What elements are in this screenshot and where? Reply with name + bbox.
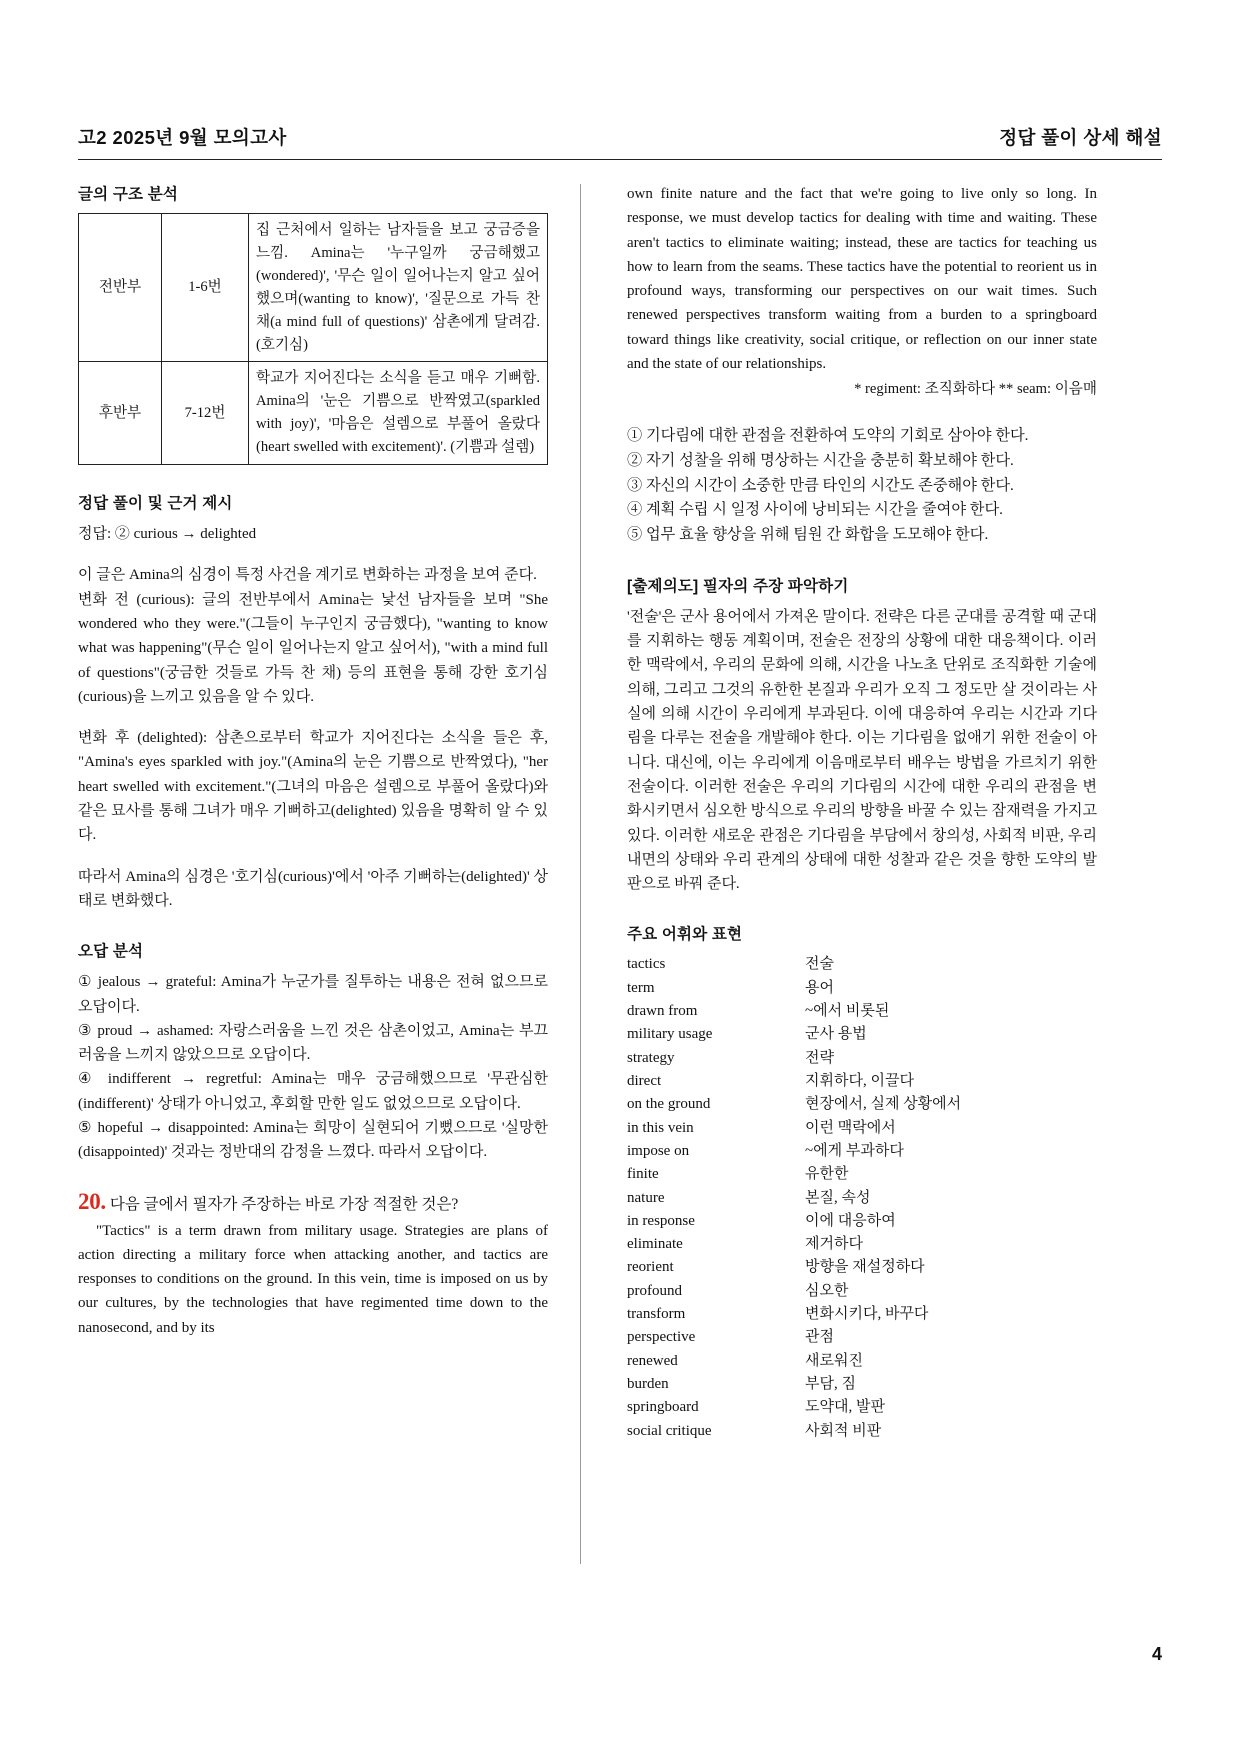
wrong-answer-item: ① jealous → grateful: Amina가 누군가를 질투하는 내용은 전혀 없으므로 오답이다.: [78, 974, 548, 1015]
conclusion-paragraph: 따라서 Amina의 심경은 '호기심(curious)'에서 '아주 기뻐하는(delighted)' 상태로 변화했다.: [78, 868, 548, 909]
vocabulary-term: strategy: [627, 1049, 675, 1066]
passage-text-part1: "Tactics" is a term drawn from military usage. Strategies are plans of action directing a military force when attacking another, and tactics are responses to conditions on the ground. In this vein, time is imposed on us by our cultures, by the technologies that have regimented time down to the nanosecond, and by its: [78, 1222, 548, 1336]
vocabulary-meaning: 도약대, 발판: [805, 1399, 885, 1416]
vocabulary-term: finite: [627, 1166, 659, 1183]
vocabulary-row: [627, 1210, 1097, 1233]
column-divider: [580, 184, 581, 1564]
before-change-paragraph: 변화 전 (curious): 글의 전반부에서 Amina는 낯선 남자들을 보며 "She wondered who they were."(그들이 누구인지 궁금했다), "wanting to know what was happening"(무슨 일이 일어나는지 알고 싶어서), "with a mind full of questions"(궁금한 것들로 가득 찬 채) 등의 표현을 통해 강한 호기심(curious)을 느끼고 있음을 알 수 있다.: [78, 591, 548, 705]
question-number: 20.: [78, 1188, 106, 1214]
vocabulary-term: tactics: [627, 956, 666, 973]
vocabulary-meaning: 유한한: [805, 1166, 849, 1183]
answer-choice-4[interactable]: ④ 계획 수립 시 일정 사이에 낭비되는 시간을 줄여야 한다.: [627, 501, 1003, 519]
vocabulary-row: [627, 1047, 1097, 1070]
answer-choice-1[interactable]: ① 기다림에 대한 관점을 전환하여 도약의 기회로 삼아야 한다.: [627, 427, 1029, 445]
vocabulary-row: [627, 1187, 1097, 1210]
vocabulary-term: eliminate: [627, 1236, 683, 1253]
wrong-answer-heading: 오답 분석: [78, 943, 144, 961]
vocabulary-meaning: 새로워진: [805, 1352, 863, 1369]
vocabulary-meaning: 이에 대응하여: [805, 1212, 896, 1229]
passage-text-part2: own finite nature and the fact that we're going to live only so long. In response, we must develop tactics for dealing with time and waiting. These aren't tactics to eliminate waiting; instead, these are tactics for teaching us how to learn from the seams. These tactics have the potential to reorient us in profound ways, transforming our perspectives on our wait times. Such renewed perspectives transform waiting from a burden to a springboard toward things like creativity, social critique, or reflection on our inner state and the state of our relationships.: [627, 186, 1097, 373]
vocabulary-term: in response: [627, 1212, 695, 1229]
structure-analysis-table: [78, 213, 548, 465]
vocabulary-meaning: 지휘하다, 이끌다: [805, 1072, 914, 1089]
vocabulary-row: [627, 1117, 1097, 1140]
vocabulary-meaning: ~에게 부과하다: [805, 1142, 904, 1159]
vocabulary-meaning: 사회적 비판: [805, 1422, 882, 1439]
vocabulary-term: renewed: [627, 1352, 678, 1369]
vocabulary-row: [627, 1256, 1097, 1279]
vocabulary-heading: 주요 어휘와 표현: [627, 926, 743, 944]
structure-range-label: 7-12번: [162, 362, 249, 465]
answer-choice-3[interactable]: ③ 자신의 시간이 소중한 만큼 타인의 시간도 존중해야 한다.: [627, 476, 1014, 494]
vocabulary-meaning: 부담, 짐: [805, 1376, 856, 1393]
vocabulary-term: term: [627, 979, 655, 996]
after-change-paragraph: 변화 후 (delighted): 삼촌으로부터 학교가 지어진다는 소식을 들은 후, "Amina's eyes sparkled with joy."(Amina의 눈은 기쁨으로 반짝였다), "her heart swelled with excitement."(그녀의 마음은 설렘으로 부풀어 올랐다)와 같은 묘사를 통해 그녀가 매우 기뻐하고(delighted) 있음을 명확히 알 수 있다.: [78, 730, 548, 844]
vocabulary-term: direct: [627, 1072, 662, 1089]
vocabulary-term: nature: [627, 1189, 665, 1206]
table-row: [79, 362, 548, 465]
vocabulary-row: [627, 1350, 1097, 1373]
korean-translation-paragraph: '전술'은 군사 용어에서 가져온 말이다. 전략은 다른 군대를 공격할 때 군대를 지휘하는 행동 계획이며, 전술은 전장의 상황에 대한 대응책이다. 이러한 맥락에서, 우리의 문화에 의해, 시간을 나노초 단위로 조직화한 기술에 의해, 그리고 그것의 유한한 본질과 우리가 오직 그 정도만 살 것이라는 사실에 의해 시간이 우리에게 부과된다. 이에 대응하여 우리는 시간과 기다림을 다루는 전술을 개발해야 한다. 이는 기다림을 없애기 위한 전술이 아니다. 대신에, 이는 우리에게 이음매로부터 배우는 방법을 가르치기 위한 전술이다. 이러한 전술은 우리의 기다림의 시간에 대한 우리의 관점을 변화시키면서 심오한 방식으로 우리의 방향을 바꿀 수 있는 잠재력을 가지고 있다. 이러한 새로운 관점은 기다림을 부담에서 창의성, 사회적 비판, 우리 내면의 상태와 우리 관계의 상태에 대한 성찰과 같은 것을 향한 도약의 발판으로 바꿔 준다.: [627, 608, 1097, 893]
structure-part-label: 전반부: [79, 214, 162, 362]
vocabulary-row: [627, 1000, 1097, 1023]
structure-analysis-heading: 글의 구조 분석: [78, 186, 179, 203]
page-number: 4: [1151, 1644, 1162, 1664]
vocabulary-meaning: 심오한: [805, 1282, 849, 1299]
vocabulary-row: [627, 1420, 1097, 1443]
vocabulary-row: [627, 1396, 1097, 1419]
vocabulary-term: springboard: [627, 1399, 699, 1416]
vocabulary-meaning: 본질, 속성: [805, 1189, 871, 1206]
structure-range-label: 1-6번: [162, 214, 249, 362]
structure-description: 학교가 지어진다는 소식을 듣고 매우 기뻐함. Amina의 '눈은 기쁨으로 반짝였고(sparkled with joy)', '마음은 설렘으로 부풀어 올랐다(heart swelled with excitement)'. (기쁨과 설렘): [249, 362, 548, 465]
vocabulary-meaning: 전술: [805, 956, 834, 973]
question-intent-heading: [출제의도] 필자의 주장 파악하기: [627, 577, 849, 595]
vocabulary-meaning: 전략: [805, 1049, 834, 1066]
wrong-answer-item: ③ proud → ashamed: 자랑스러움을 느낀 것은 삼촌이었고, Amina는 부끄러움을 느끼지 않았으므로 오답이다.: [78, 1022, 548, 1064]
answer-choices-list: [627, 424, 1097, 548]
vocabulary-row: [627, 1140, 1097, 1163]
vocabulary-meaning: 이런 맥락에서: [805, 1119, 896, 1136]
vocabulary-term: on the ground: [627, 1096, 711, 1113]
page-header: [78, 124, 1162, 159]
left-column: [78, 182, 562, 1630]
vocabulary-row: [627, 1093, 1097, 1116]
vocabulary-term: in this vein: [627, 1119, 694, 1136]
vocabulary-meaning: 변화시키다, 바꾸다: [805, 1306, 929, 1323]
vocabulary-row: [627, 953, 1097, 976]
header-divider: [78, 159, 1162, 160]
vocabulary-term: impose on: [627, 1142, 690, 1159]
correct-answer-line: 정답: ② curious → delighted: [78, 526, 257, 543]
passage-footnote: * regiment: 조직화하다 ** seam: 이음매: [854, 381, 1097, 398]
vocabulary-row: [627, 1326, 1097, 1349]
vocabulary-meaning: 현장에서, 실제 상황에서: [805, 1096, 962, 1113]
vocabulary-meaning: 방향을 재설정하다: [805, 1259, 925, 1276]
question-20-block: [78, 1189, 548, 1340]
vocabulary-term: social critique: [627, 1422, 712, 1439]
answer-choice-5[interactable]: ⑤ 업무 효율 향상을 위해 팀원 간 화합을 도모해야 한다.: [627, 526, 989, 544]
header-exam-title: 고2 2025년 9월 모의고사: [78, 127, 287, 148]
question-prompt: 다음 글에서 필자가 주장하는 바로 가장 적절한 것은?: [109, 1195, 459, 1213]
vocabulary-meaning: 군사 용법: [805, 1026, 867, 1043]
vocabulary-meaning: 관점: [805, 1329, 834, 1346]
vocabulary-row: [627, 1373, 1097, 1396]
vocabulary-term: reorient: [627, 1259, 674, 1276]
vocabulary-row: [627, 977, 1097, 1000]
vocabulary-row: [627, 1023, 1097, 1046]
vocabulary-row: [627, 1233, 1097, 1256]
vocabulary-row: [627, 1303, 1097, 1326]
vocabulary-term: burden: [627, 1376, 669, 1393]
table-row: [79, 214, 548, 362]
structure-description: 집 근처에서 일하는 남자들을 보고 궁금증을 느낌. Amina는 '누구일까 궁금해했고(wondered)', '무슨 일이 일어나는지 알고 싶어 했으며(wanting to know)', '질문으로 가득 찬 채(a mind full of questions)' 삼촌에게 달려감. (호기심): [249, 214, 548, 362]
vocabulary-row: [627, 1163, 1097, 1186]
header-section-title: 정답 풀이 상세 해설: [999, 127, 1162, 148]
vocabulary-term: military usage: [627, 1026, 713, 1043]
vocabulary-term: transform: [627, 1306, 686, 1323]
vocabulary-term: perspective: [627, 1329, 696, 1346]
right-column: [599, 182, 1097, 1630]
wrong-answer-item: ④ indifferent → regretful: Amina는 매우 궁금해했으므로 '무관심한(indifferent)' 상태가 아니었고, 후회할 만한 일도 없었으므로 오답이다.: [78, 1071, 548, 1112]
vocabulary-meaning: 용어: [805, 979, 834, 996]
answer-choice-2[interactable]: ② 자기 성찰을 위해 명상하는 시간을 충분히 확보해야 한다.: [627, 451, 1014, 469]
overview-paragraph: 이 글은 Amina의 심경이 특정 사건을 계기로 변화하는 과정을 보여 준다.: [78, 567, 537, 584]
two-column-body: [78, 182, 1162, 1630]
explanation-heading: 정답 풀이 및 근거 제시: [78, 495, 233, 513]
vocabulary-term: drawn from: [627, 1003, 698, 1020]
vocabulary-meaning: ~에서 비롯된: [805, 1003, 890, 1020]
vocabulary-meaning: 제거하다: [805, 1236, 863, 1253]
vocabulary-table: [627, 953, 1097, 1443]
wrong-answer-item: ⑤ hopeful → disappointed: Amina는 희망이 실현되어 기뻤으므로 '실망한(disappointed)' 것과는 정반대의 감정을 느꼈다. 따라서 오답이다.: [78, 1120, 548, 1161]
vocabulary-row: [627, 1070, 1097, 1093]
vocabulary-term: profound: [627, 1282, 682, 1299]
vocabulary-row: [627, 1280, 1097, 1303]
structure-part-label: 후반부: [79, 362, 162, 465]
